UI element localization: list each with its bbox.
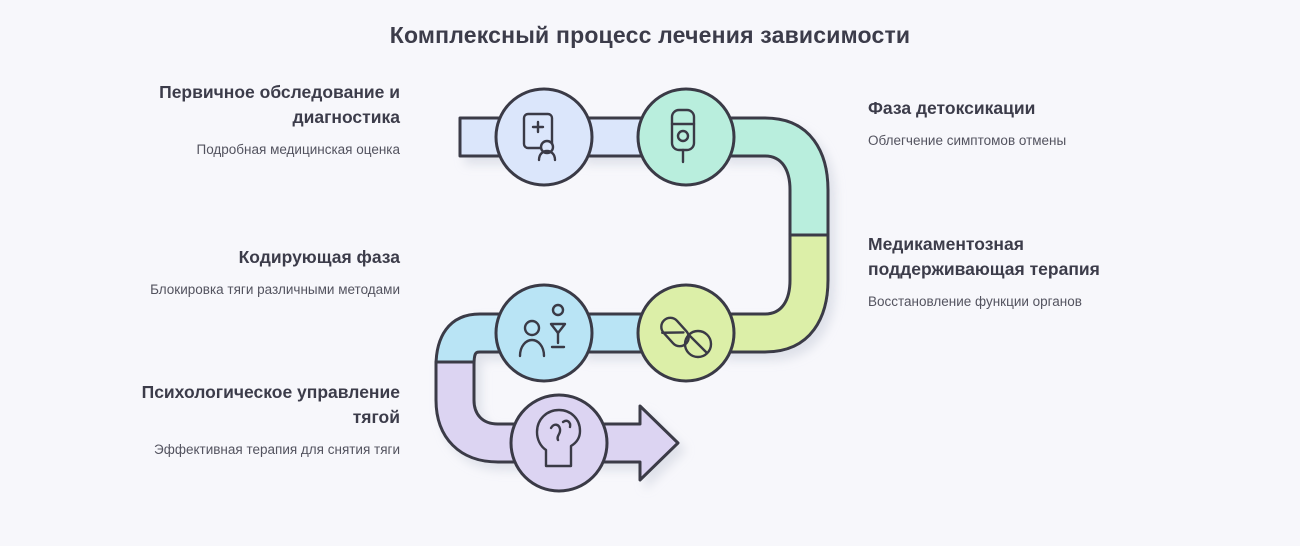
- step-desc-coding: Блокировка тяги различными методами: [150, 281, 400, 297]
- flow-ribbon: [436, 118, 828, 480]
- page-title: Комплексный процесс лечения зависимости: [389, 22, 911, 48]
- node-coding[interactable]: [496, 285, 592, 381]
- step-label-detox: [868, 96, 1168, 150]
- step-title-assessment: Первичное обследование и диагностика: [159, 82, 400, 127]
- step-label-psych: [140, 380, 400, 459]
- step-desc-detox: Облегчение симптомов отмены: [868, 132, 1067, 148]
- step-title-medication: Медикаментозная поддерживающая терапия: [868, 234, 1100, 279]
- process-flow-diagram: [420, 70, 880, 520]
- node-medication[interactable]: [638, 285, 734, 381]
- step-title-psych: Психологическое управление тягой: [141, 382, 400, 427]
- step-label-assessment: [140, 80, 400, 159]
- node-psych[interactable]: [511, 395, 607, 491]
- step-desc-assessment: Подробная медицинская оценка: [196, 141, 400, 157]
- step-title-detox: Фаза детоксикации: [868, 98, 1036, 118]
- step-label-medication: [868, 232, 1168, 311]
- step-desc-psych: Эффективная терапия для снятия тяги: [154, 441, 400, 457]
- node-assessment[interactable]: [496, 89, 592, 185]
- step-label-coding: [140, 245, 400, 299]
- step-desc-medication: Восстановление функции органов: [868, 293, 1082, 309]
- step-title-coding: Кодирующая фаза: [238, 247, 400, 267]
- node-detox[interactable]: [638, 89, 734, 185]
